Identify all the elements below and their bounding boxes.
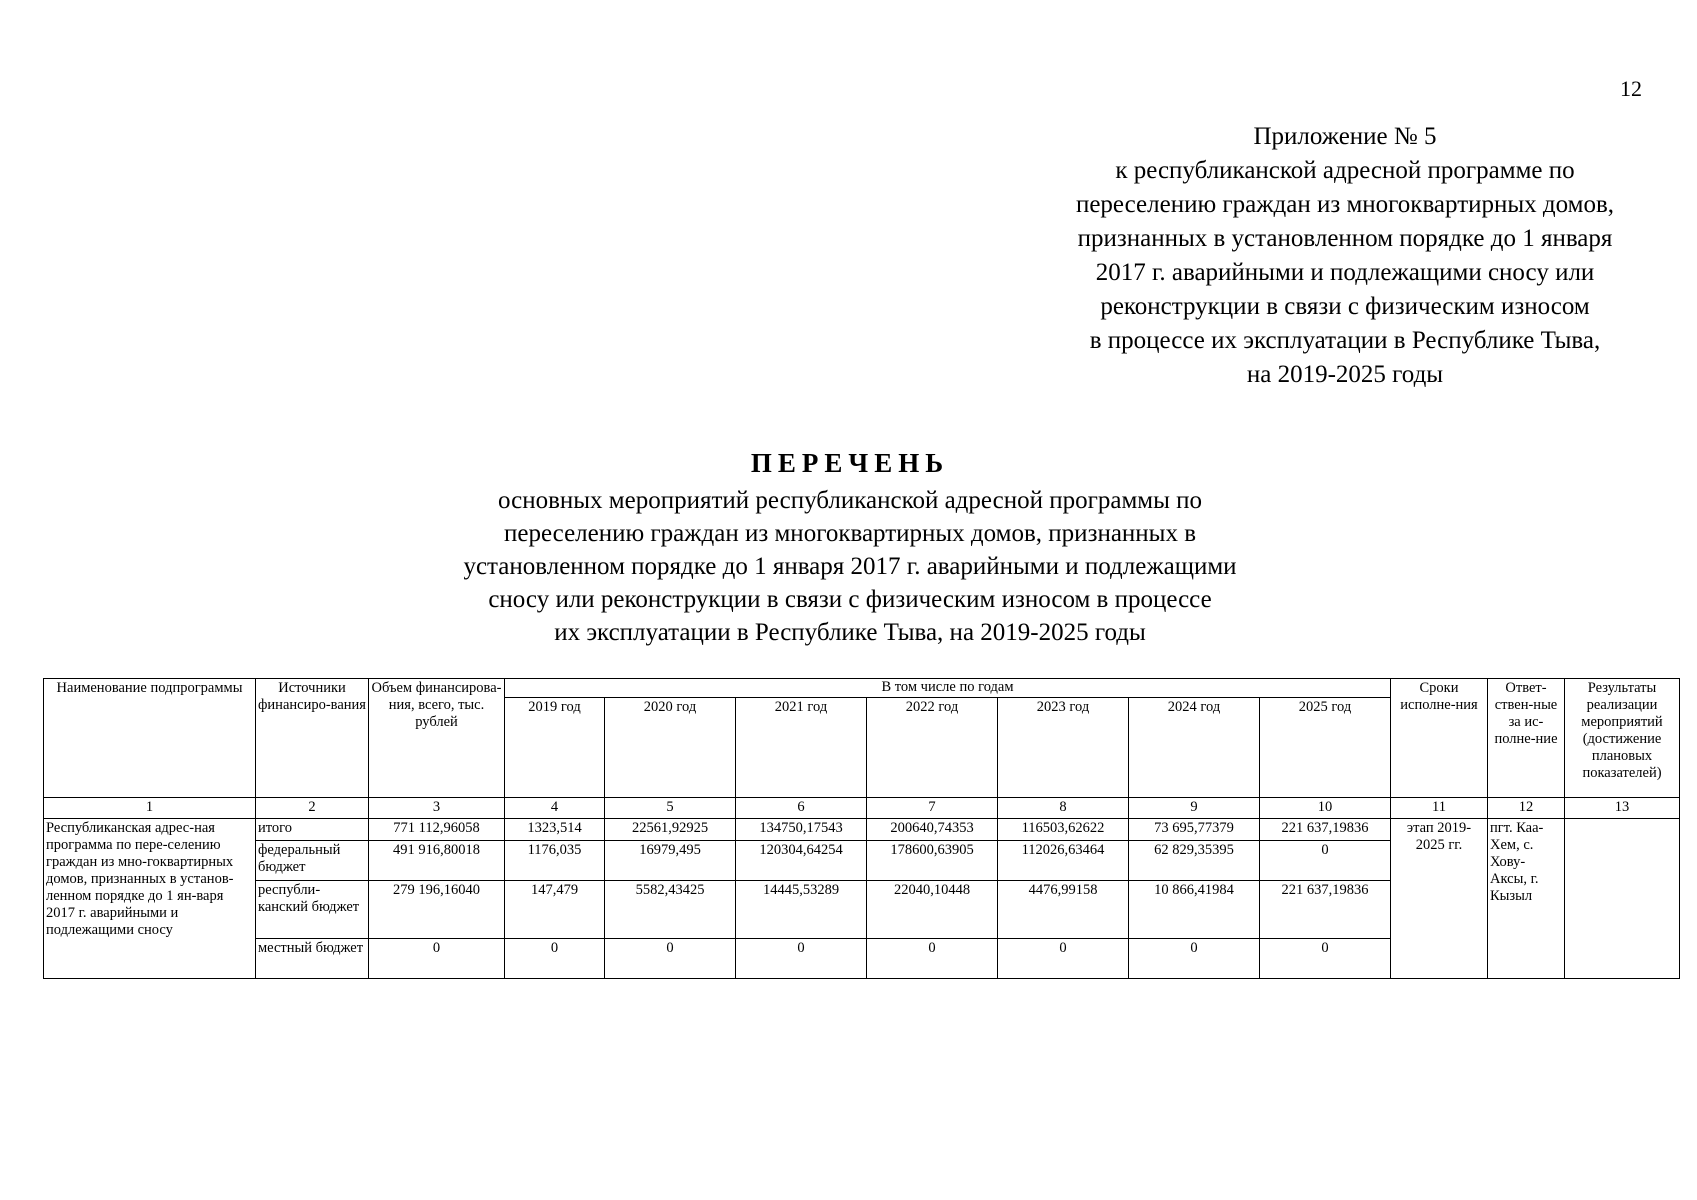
funding-source: федеральный бюджет	[256, 841, 369, 881]
year-value: 200640,74353	[867, 819, 998, 841]
column-number: 5	[605, 798, 736, 819]
year-value: 221 637,19836	[1260, 819, 1391, 841]
funding-source: республи-канский бюджет	[256, 881, 369, 939]
year-value: 0	[736, 939, 867, 979]
column-number: 13	[1565, 798, 1680, 819]
appendix-line: признанных в установленном порядке до 1 января	[1077, 225, 1613, 252]
year-value: 16979,495	[605, 841, 736, 881]
column-numbers-row	[44, 798, 1680, 819]
header-year: 2024 год	[1129, 698, 1260, 798]
appendix-line: переселению граждан из многоквартирных домов,	[1075, 191, 1615, 218]
year-value: 0	[505, 939, 605, 979]
column-number: 12	[1488, 798, 1565, 819]
header-year: 2021 год	[736, 698, 867, 798]
terms: этап 2019-2025 гг.	[1391, 819, 1488, 979]
year-value: 5582,43425	[605, 881, 736, 939]
program-name: Республиканская адрес-ная программа по пере-селению граждан из мно-гоквартирных домов, признанных в установ-ленном порядке до 1 ян-варя 2017 г. аварийными и подлежащими сносу	[44, 819, 256, 979]
total-volume: 491 916,80018	[369, 841, 505, 881]
year-value: 73 695,77379	[1129, 819, 1260, 841]
subtitle-line: установленном порядке до 1 января 2017 г. аварийными и подлежащими	[463, 553, 1237, 580]
header-terms: Сроки исполне-ния	[1391, 679, 1488, 798]
year-value: 14445,53289	[736, 881, 867, 939]
appendix-line: Приложение № 5	[1253, 123, 1437, 150]
appendix-heading	[1030, 120, 1660, 392]
year-value: 116503,62622	[998, 819, 1129, 841]
header-by-years: В том числе по годам	[505, 679, 1391, 698]
header-source: Источники финансиро-вания	[256, 679, 369, 798]
header-year: 2020 год	[605, 698, 736, 798]
subtitle-line: основных мероприятий республиканской адресной программы по	[497, 487, 1203, 514]
header-name: Наименование подпрограммы	[44, 679, 256, 798]
year-value: 1323,514	[505, 819, 605, 841]
total-volume: 0	[369, 939, 505, 979]
column-number: 6	[736, 798, 867, 819]
appendix-line: в процессе их эксплуатации в Республике Тыва,	[1089, 327, 1601, 354]
header-year: 2025 год	[1260, 698, 1391, 798]
page-number: 12	[1620, 76, 1642, 101]
appendix-line: на 2019-2025 годы	[1246, 361, 1444, 388]
header-volume: Объем финансирова-ния, всего, тыс. рублей	[369, 679, 505, 798]
year-value: 0	[605, 939, 736, 979]
column-number: 4	[505, 798, 605, 819]
year-value: 1176,035	[505, 841, 605, 881]
total-volume: 771 112,96058	[369, 819, 505, 841]
column-number: 9	[1129, 798, 1260, 819]
header-year: 2022 год	[867, 698, 998, 798]
year-value: 221 637,19836	[1260, 881, 1391, 939]
subtitle-line: сносу или реконструкции в связи с физическим износом в процессе	[488, 586, 1212, 613]
column-number: 8	[998, 798, 1129, 819]
column-number: 1	[44, 798, 256, 819]
year-value: 22040,10448	[867, 881, 998, 939]
header-year: 2019 год	[505, 698, 605, 798]
header-row	[44, 679, 1680, 698]
funding-source: итого	[256, 819, 369, 841]
appendix-line: к республиканской адресной программе по	[1115, 157, 1575, 184]
header-year: 2023 год	[998, 698, 1129, 798]
subtitle-line: переселению граждан из многоквартирных домов, признанных в	[503, 520, 1197, 547]
year-value: 120304,64254	[736, 841, 867, 881]
list-title: ПЕРЕЧЕНЬ	[750, 448, 950, 478]
funding-source: местный бюджет	[256, 939, 369, 979]
year-value: 22561,92925	[605, 819, 736, 841]
column-number: 3	[369, 798, 505, 819]
appendix-line: 2017 г. аварийными и подлежащими сносу или	[1095, 259, 1595, 286]
total-volume: 279 196,16040	[369, 881, 505, 939]
column-number: 11	[1391, 798, 1488, 819]
year-value: 4476,99158	[998, 881, 1129, 939]
year-value: 134750,17543	[736, 819, 867, 841]
results	[1565, 819, 1680, 979]
list-subtitle	[400, 484, 1300, 649]
column-number: 7	[867, 798, 998, 819]
year-value: 0	[1260, 939, 1391, 979]
year-value: 0	[1260, 841, 1391, 881]
year-value: 178600,63905	[867, 841, 998, 881]
subtitle-line: их эксплуатации в Республике Тыва, на 2019-2025 годы	[554, 619, 1146, 646]
appendix-line: реконструкции в связи с физическим износом	[1100, 293, 1590, 320]
column-number: 10	[1260, 798, 1391, 819]
year-value: 147,479	[505, 881, 605, 939]
table-row	[44, 819, 1680, 841]
responsible: пгт. Каа-Хем, с. Хову-Аксы, г. Кызыл	[1488, 819, 1565, 979]
year-value: 0	[867, 939, 998, 979]
header-results: Результаты реализации мероприятий (достижение плановых показателей)	[1565, 679, 1680, 798]
year-value: 112026,63464	[998, 841, 1129, 881]
year-value: 0	[1129, 939, 1260, 979]
year-value: 0	[998, 939, 1129, 979]
year-value: 62 829,35395	[1129, 841, 1260, 881]
header-responsible: Ответ-ствен-ные за ис-полне-ние	[1488, 679, 1565, 798]
year-value: 10 866,41984	[1129, 881, 1260, 939]
column-number: 2	[256, 798, 369, 819]
activities-table	[43, 678, 1680, 979]
